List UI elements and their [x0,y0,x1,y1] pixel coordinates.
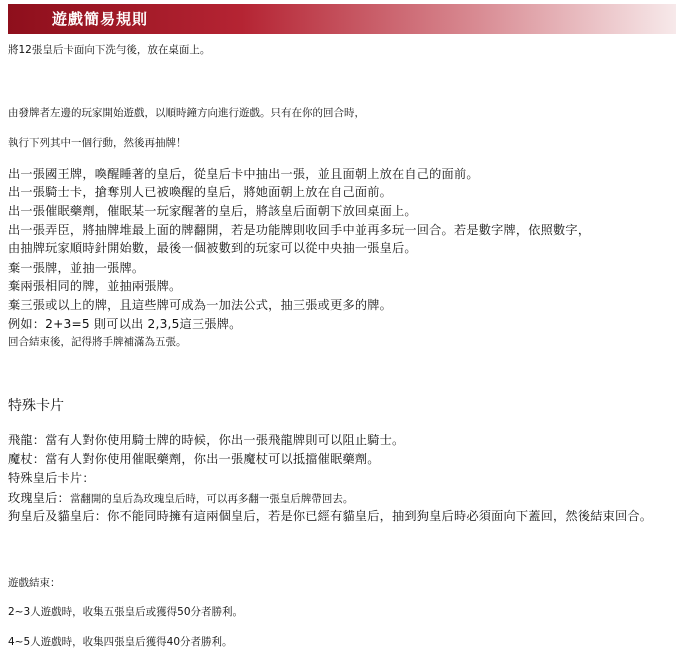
turn-intro-line-1: 由發牌者左邊的玩家開始遊戲，以順時鐘方向進行遊戲。只有在你的回合時， [8,107,365,119]
action-knight: 出一張騎士卡，搶奪別人已被喚醒的皇后，將她面朝上放在自己面前。 [8,185,393,199]
page-title: 遊戲簡易規則 [52,10,149,28]
action-jester-cont: 由抽牌玩家順時針開始數，最後一個被數到的玩家可以從中央抽一張皇后。 [8,241,417,255]
special-dog-cat-queen: 狗皇后及貓皇后：你不能同時擁有這兩個皇后，若是你已經有貓皇后，抽到狗皇后時必須面向下蓋回，然後結束回合。 [8,509,653,523]
action-example: 例如：2+3=5 則可以出 2,3,5這三張牌。 [8,317,242,331]
game-end-rule-4-5: 4~5人遊戲時，收集四張皇后獲得40分者勝利。 [8,636,233,648]
turn-end-note: 回合結束後，記得將手牌補滿為五張。 [8,336,187,348]
special-rose-queen [8,489,353,507]
turn-intro-line-2: 執行下列其中一個行動，然後再抽牌！ [8,137,187,149]
action-potion: 出一張催眠藥劑，催眠某一玩家醒著的皇后，將該皇后面朝下放回桌面上。 [8,204,417,218]
setup-text: 將12張皇后卡面向下洗勻後，放在桌面上。 [8,44,211,56]
game-end-rule-2-3: 2~3人遊戲時，收集五張皇后或獲得50分者勝利。 [8,606,244,618]
action-discard-equation: 棄三張或以上的牌，且這些牌可成為一加法公式，抽三張或更多的牌。 [8,298,393,312]
game-end-heading: 遊戲結束： [8,577,61,589]
rose-queen-label: 玫瑰皇后： [8,491,70,505]
action-king: 出一張國王牌，喚醒睡著的皇后，從皇后卡中抽出一張，並且面朝上放在自己的面前。 [8,167,479,181]
rose-queen-text: 當翻開的皇后為玫瑰皇后時，可以再多翻一張皇后牌帶回去。 [69,493,354,505]
special-cards-heading: 特殊卡片 [8,398,64,414]
section-header-bar [8,4,676,34]
special-queens-heading: 特殊皇后卡片： [8,471,95,485]
action-discard-pair: 棄兩張相同的牌，並抽兩張牌。 [8,279,182,293]
special-wand: 魔杖：當有人對你使用催眠藥劑，你出一張魔杖可以抵擋催眠藥劑。 [8,452,380,466]
special-dragon: 飛龍：當有人對你使用騎士牌的時候，你出一張飛龍牌則可以阻止騎士。 [8,433,405,447]
action-jester: 出一張弄臣，將抽牌堆最上面的牌翻開，若是功能牌則收回手中並再多玩一回合。若是數字牌，依照數字， [8,223,591,237]
action-discard-one: 棄一張牌，並抽一張牌。 [8,261,145,275]
